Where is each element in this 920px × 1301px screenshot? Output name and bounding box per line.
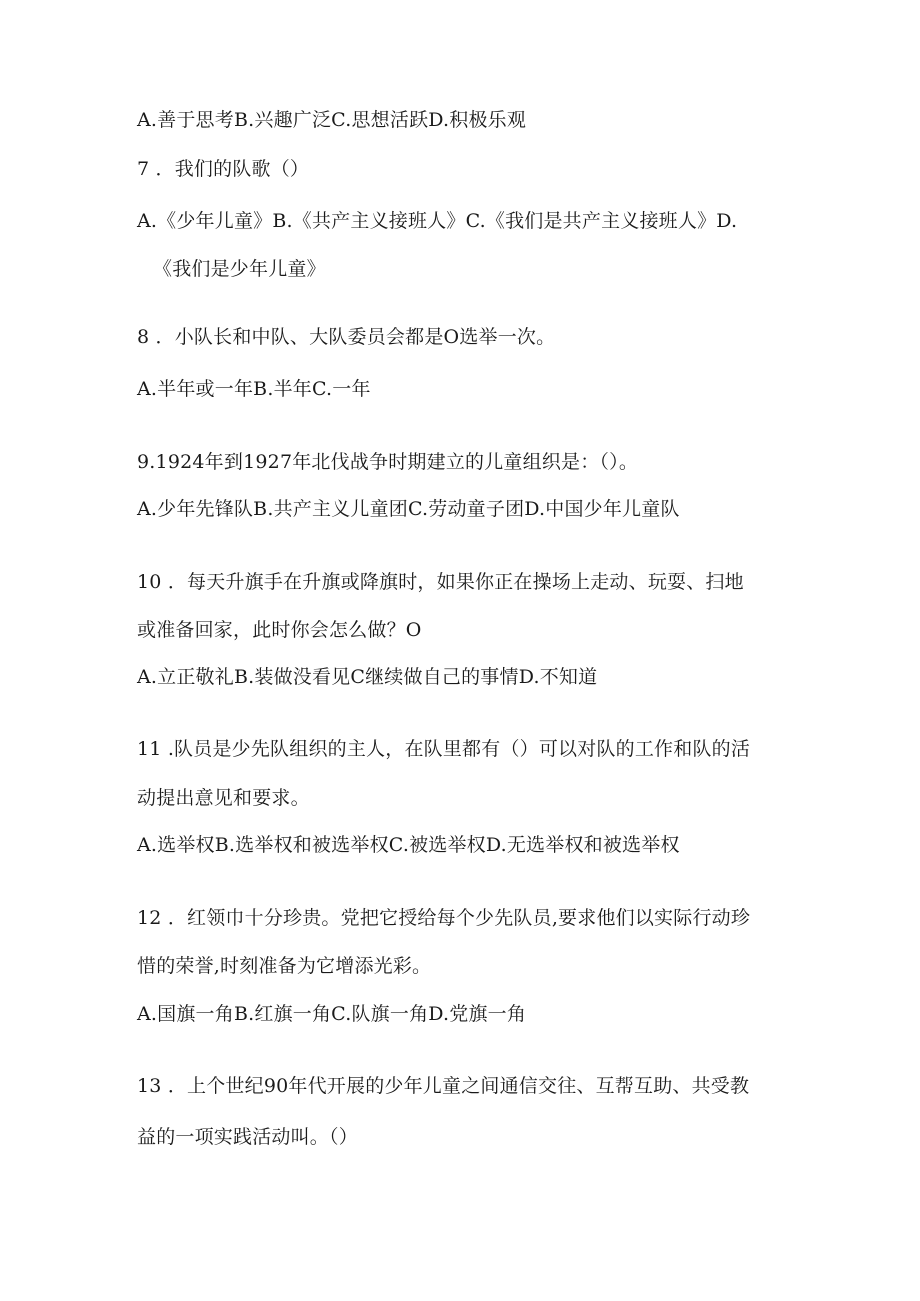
q7-options-line1: A.《少年儿童》B.《共产主义接班人》C.《我们是共产主义接班人》D.: [137, 210, 738, 232]
q10-question-line2: 或准备回家，此时你会怎么做？O: [137, 619, 422, 641]
q9-options: A.少年先锋队B.共产主义儿童团C.劳动童子团D.中国少年儿童队: [137, 498, 680, 520]
q12-question-line2: 惜的荣誉,时刻准备为它增添光彩。: [137, 955, 432, 977]
q8-question: 8 ．小队长和中队、大队委员会都是O选举一次。: [137, 326, 556, 348]
q13-question-line1: 13 ．上个世纪90年代开展的少年儿童之间通信交往、互帮互助、共受教: [137, 1075, 750, 1097]
q7-options-line2: 《我们是少年儿童》: [153, 258, 326, 280]
q11-options: A.选举权B.选举权和被选举权C.被选举权D.无选举权和被选举权: [137, 834, 680, 856]
q12-options: A.国旗一角B.红旗一角C.队旗一角D.党旗一角: [137, 1003, 527, 1025]
q13-question-line2: 益的一项实践活动叫。（）: [137, 1126, 358, 1148]
q7-question: 7 ．我们的队歌（）: [137, 158, 310, 180]
q6-options: A.善于思考B.兴趣广泛C.思想活跃D.积极乐观: [137, 109, 527, 131]
q8-options: A.半年或一年B.半年C.一年: [137, 378, 371, 400]
q10-question-line1: 10 ．每天升旗手在升旗或降旗时，如果你正在操场上走动、玩耍、扫地: [137, 571, 744, 593]
q10-options: A.立正敬礼B.装做没看见C继续做自己的事情D.不知道: [137, 666, 598, 688]
q9-question: 9.1924年到1927年北伐战争时期建立的儿童组织是：（）。: [137, 451, 639, 473]
q11-question-line2: 动提出意见和要求。: [137, 787, 310, 809]
q11-question-line1: 11 .队员是少先队组织的主人，在队里都有（）可以对队的工作和队的活: [137, 738, 751, 760]
q12-question-line1: 12 ．红领巾十分珍贵。党把它授给每个少先队员,要求他们以实际行动珍: [137, 907, 751, 929]
